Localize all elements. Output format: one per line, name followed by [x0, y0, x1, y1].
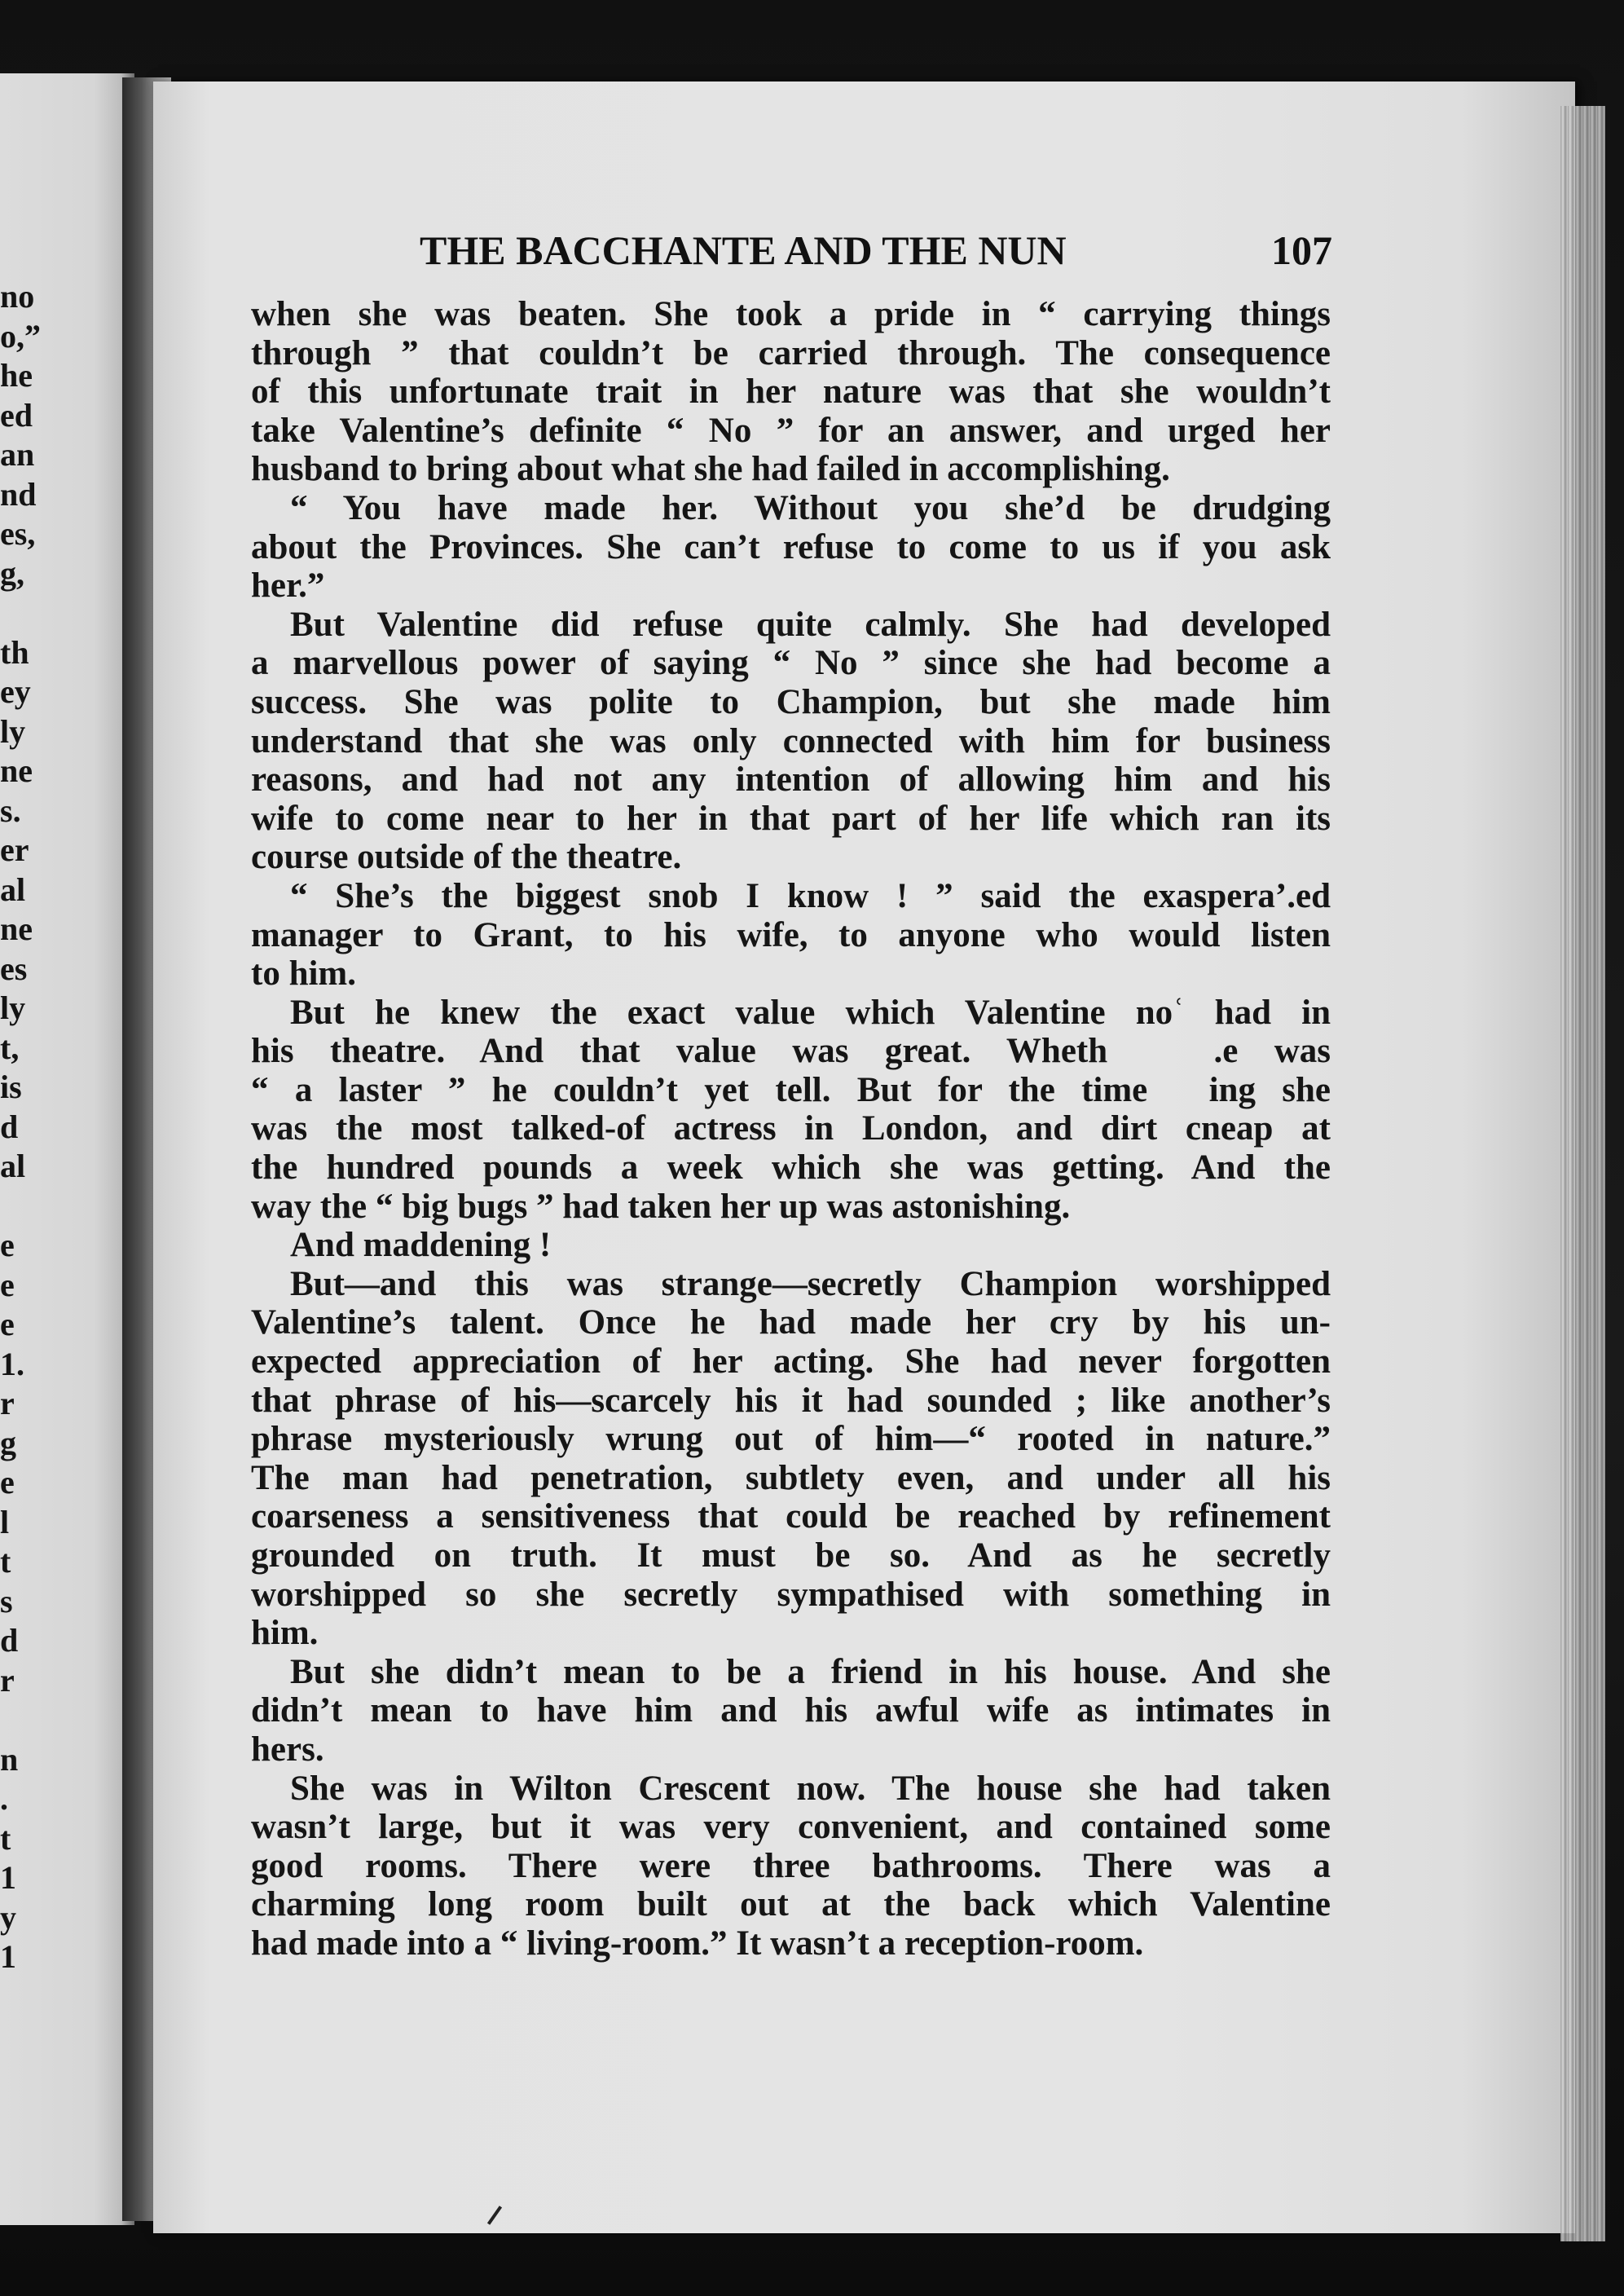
text-line: him.	[251, 1614, 319, 1653]
text-line: through ” that couldn’t be carried through. The consequence	[251, 333, 1331, 372]
paragraph	[251, 295, 1331, 489]
text-line: She was in Wilton Crescent now. The house she had taken	[290, 1769, 1331, 1808]
text-line: to him.	[251, 954, 356, 994]
facing-page-fragment: r	[0, 1385, 15, 1421]
facing-page-fragment: e	[0, 1306, 15, 1342]
paragraph	[251, 1265, 1331, 1653]
text-line: a marvellous power of saying “ No ” since she had become a	[251, 644, 1331, 683]
facing-page-fragment	[0, 1700, 49, 1740]
text-line: course outside of the theatre.	[251, 838, 682, 877]
text-line: the hundred pounds a week which she was getting. And the	[251, 1148, 1331, 1188]
facing-page-fragment: ly	[0, 989, 26, 1026]
facing-page-fragment: th	[0, 633, 29, 671]
text-line: reasons, and had not any intention of allowing him and his	[251, 760, 1331, 800]
facing-page-fragment: .	[0, 1780, 8, 1817]
text-line: that phrase of his—scarcely his it had sounded ; like another’s	[251, 1381, 1331, 1420]
text-line: But Valentine did refuse quite calmly. She had developed	[290, 605, 1331, 644]
facing-page-fragment: er	[0, 831, 29, 868]
facing-page-fragment: 1.	[0, 1345, 24, 1382]
text-line: Valentine’s talent. Once he had made her cry by his un-	[251, 1303, 1331, 1342]
facing-page-fragment: ed	[0, 396, 33, 434]
facing-page-fragment: 1	[0, 1938, 16, 1975]
facing-page-fragment: e	[0, 1464, 15, 1501]
facing-page-fragment: al	[0, 1148, 26, 1184]
text-line: And maddening !	[290, 1226, 552, 1265]
text-line: understand that she was only connected with him for business	[251, 721, 1331, 760]
text-line: But she didn’t mean to be a friend in his house. And she	[290, 1652, 1331, 1691]
facing-page-fragment: al	[0, 870, 26, 908]
text-line: wasn’t large, but it was very convenient, and contained some	[251, 1808, 1331, 1847]
text-line: his theatre. And that value was great. Wheth .e was	[251, 1032, 1331, 1071]
facing-page-fragment: ly	[0, 712, 26, 750]
text-line: success. She was polite to Champion, but she made him	[251, 682, 1331, 721]
facing-page-fragment: g	[0, 1424, 16, 1461]
paragraph	[251, 606, 1331, 877]
running-head	[420, 227, 1332, 284]
facing-page-edge	[0, 73, 134, 2225]
text-line: charming long room built out at the back which Valentine	[251, 1885, 1331, 1924]
paragraph	[251, 1653, 1331, 1769]
facing-page-fragment: he	[0, 357, 33, 394]
text-line: didn’t mean to have him and his awful wife as intimates in	[251, 1691, 1331, 1730]
running-head-title: THE BACCHANTE AND THE NUN	[420, 227, 1067, 273]
facing-page-fragment: n	[0, 1740, 19, 1778]
facing-page-fragment: l	[0, 1503, 10, 1540]
facing-page-fragment: d	[0, 1622, 19, 1659]
text-line: “ She’s the biggest snob I know ! ” said the exaspera’.ed	[290, 876, 1331, 915]
text-line: worshipped so she secretly sympathised with something in	[251, 1575, 1331, 1614]
text-line: manager to Grant, to his wife, to anyone who would listen	[251, 915, 1331, 954]
facing-page-text-fragments	[0, 277, 49, 1977]
text-line: husband to bring about what she had failed in accomplishing.	[251, 450, 1170, 489]
paragraph	[251, 1769, 1331, 1963]
text-line: was the most talked-of actress in London, and dirt cneap at	[251, 1109, 1331, 1148]
facing-page-fragment: r	[0, 1661, 15, 1699]
text-line: The man had penetration, subtlety even, and under all his	[251, 1458, 1331, 1497]
page-stack-edge	[1560, 106, 1605, 2241]
text-line: way the “ big bugs ” had taken her up was astonishing.	[251, 1187, 1071, 1226]
text-line: “ a laster ” he couldn’t yet tell. But for the time ing she	[251, 1070, 1331, 1109]
facing-page-fragment: no	[0, 278, 35, 315]
facing-page-fragment: e	[0, 1266, 15, 1303]
facing-page-fragment: ne	[0, 752, 33, 789]
facing-page-fragment: ne	[0, 910, 33, 947]
facing-page-fragment: t,	[0, 1029, 20, 1066]
facing-page-fragment: 1	[0, 1859, 16, 1896]
facing-page-fragment: ey	[0, 673, 31, 710]
facing-page-fragment: nd	[0, 475, 37, 513]
text-line: expected appreciation of her acting. She had never forgotten	[251, 1342, 1331, 1382]
body-text	[251, 295, 1331, 1963]
text-line: wife to come near to her in that part of her life which ran its	[251, 799, 1331, 838]
text-line: take Valentine’s definite “ No ” for an answer, and urged her	[251, 411, 1331, 450]
text-line: “ You have made her. Without you she’d be drudging	[290, 488, 1331, 527]
text-line: of this unfortunate trait in her nature was that she wouldn’t	[251, 372, 1331, 412]
paragraph	[251, 489, 1331, 606]
text-line: coarseness a sensitiveness that could be reached by refinement	[251, 1497, 1331, 1536]
text-line: hers.	[251, 1730, 324, 1769]
text-line: about the Provinces. She can’t refuse to come to us if you ask	[251, 527, 1331, 566]
text-line: But he knew the exact value which Valentine noʿ had in	[290, 993, 1331, 1032]
text-line: But—and this was strange—secretly Champion worshipped	[290, 1264, 1331, 1303]
paragraph	[251, 1226, 1331, 1265]
text-line: grounded on truth. It must be so. And as he secretly	[251, 1536, 1331, 1575]
text-line: good rooms. There were three bathrooms. There was a	[251, 1846, 1331, 1885]
text-line: phrase mysteriously wrung out of him—“ rooted in nature.”	[251, 1420, 1331, 1459]
text-line: her.”	[251, 566, 325, 606]
facing-page-fragment: is	[0, 1069, 22, 1105]
facing-page-fragment	[0, 593, 49, 633]
facing-page-fragment: d	[0, 1108, 19, 1145]
facing-page-fragment: e	[0, 1227, 15, 1263]
facing-page-fragment: o,”	[0, 317, 41, 355]
facing-page-fragment: t	[0, 1543, 11, 1580]
paragraph	[251, 877, 1331, 994]
paragraph	[251, 994, 1331, 1227]
facing-page-fragment: es,	[0, 515, 36, 552]
facing-page-fragment: s	[0, 1582, 13, 1620]
facing-page-fragment: es	[0, 950, 28, 987]
text-line: had made into a “ living-room.” It wasn’t a reception-room.	[251, 1924, 1144, 1963]
facing-page-fragment: s.	[0, 791, 21, 829]
facing-page-fragment: y	[0, 1898, 16, 1936]
facing-page-fragment	[0, 1187, 49, 1227]
facing-page-fragment: t	[0, 1819, 11, 1857]
facing-page-fragment: g,	[0, 554, 24, 592]
text-line: when she was beaten. She took a pride in “ carrying things	[251, 295, 1331, 333]
page-number: 107	[1271, 227, 1332, 273]
facing-page-fragment: an	[0, 436, 35, 473]
